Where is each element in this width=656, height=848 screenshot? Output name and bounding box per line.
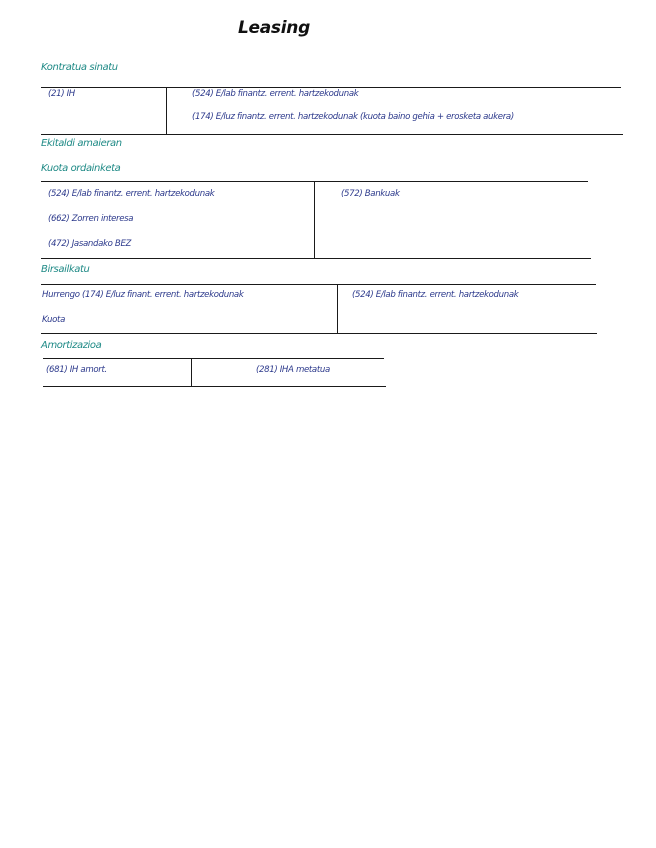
credit-entry: (524) E/lab finantz. errent. hartzekodunak — [192, 89, 359, 99]
t-account-top-rule — [41, 284, 596, 285]
credit-entry: (524) E/lab finantz. errent. hartzekodunak — [352, 290, 519, 300]
t-account-divider — [314, 181, 315, 258]
section-heading-kuota: Kuota ordainketa — [41, 163, 121, 174]
t-account-divider — [337, 284, 338, 333]
t-account-divider — [166, 87, 167, 134]
debit-entry: (662) Zorren interesa — [48, 214, 134, 224]
credit-entry: (174) E/luz finantz. errent. hartzekodunak (kuota baino gehia + erosketa aukera) — [192, 112, 514, 122]
credit-entry: (572) Bankuak — [341, 189, 400, 199]
page-title: Leasing — [238, 18, 310, 38]
t-account-top-rule — [41, 87, 621, 88]
debit-entry: Hurrengo (174) E/luz finant. errent. hartzekodunak — [42, 290, 244, 300]
t-account-bottom-rule — [43, 386, 386, 387]
t-account-divider — [191, 358, 192, 386]
debit-entry: (21) IH — [48, 89, 75, 99]
t-account-bottom-rule — [41, 258, 591, 259]
debit-entry: (472) Jasandako BEZ — [48, 239, 132, 249]
section-heading-aldi: Ekitaldi amaieran — [41, 138, 122, 149]
section-heading-kontratua: Kontratua sinatu — [41, 62, 118, 73]
section-heading-amortizazioa: Amortizazioa — [41, 340, 102, 351]
credit-entry: (281) IHA metatua — [256, 365, 330, 375]
debit-entry: (524) E/lab finantz. errent. hartzekodunak — [48, 189, 215, 199]
section-heading-birsailkatu: Birsailkatu — [41, 264, 90, 275]
t-account-top-rule — [43, 358, 384, 359]
debit-entry: Kuota — [42, 315, 65, 325]
t-account-bottom-rule — [41, 134, 623, 135]
t-account-bottom-rule — [41, 333, 597, 334]
debit-entry: (681) IH amort. — [46, 365, 107, 375]
